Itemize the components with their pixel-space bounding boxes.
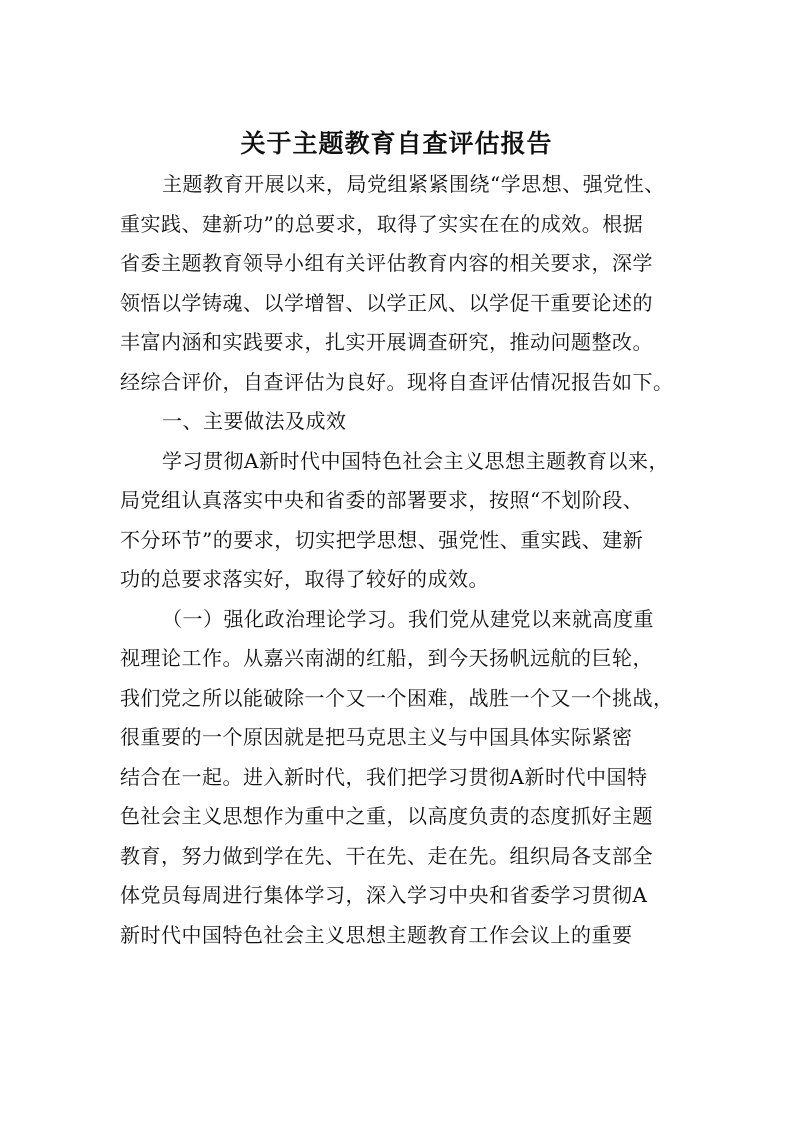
paragraph-line: 教育，努力做到学在先、干在先、走在先。组织局各支部全: [120, 843, 653, 868]
paragraph-line: 学习贯彻A新时代中国特色社会主义思想主题教育以来，: [162, 448, 669, 473]
paragraph-line: 省委主题教育领导小组有关评估教育内容的相关要求，深学: [120, 251, 653, 275]
paragraph-line: 不分环节”的要求，切实把学思想、强党性、重实践、建新: [120, 527, 644, 552]
paragraph-line: 重实践、建新功”的总要求，取得了实实在在的成效。根据: [120, 211, 644, 236]
paragraph-line: 新时代中国特色社会主义思想主题教育工作会议上的重要: [120, 922, 633, 947]
paragraph-line: 局党组认真落实中央和省委的部署要求，按照“不划阶段、: [120, 488, 644, 512]
paragraph-line: 经综合评价，自查评估为良好。现将自查评估情况报告如下。: [120, 369, 674, 394]
paragraph-line: 领悟以学铸魂、以学增智、以学正风、以学促干重要论述的: [120, 290, 653, 315]
paragraph-line: 结合在一起。进入新时代，我们把学习贯彻A新时代中国特: [120, 764, 648, 789]
paragraph-line: 功的总要求落实好，取得了较好的成效。: [120, 567, 489, 591]
paragraph-line: 体党员每周进行集体学习，深入学习中央和省委学习贯彻A: [120, 883, 648, 907]
paragraph-line: 色社会主义思想作为重中之重，以高度负责的态度抓好主题: [120, 804, 653, 828]
paragraph-line: 主题教育开展以来，局党组紧紧围绕“学思想、强党性、: [162, 172, 665, 196]
paragraph-line: 我们党之所以能破除一个又一个困难，战胜一个又一个挑战，: [120, 685, 674, 710]
paragraph-line: 视理论工作。从嘉兴南湖的红船，到今天扬帆远航的巨轮，: [120, 646, 653, 670]
section-heading-line: 一、主要做法及成效: [162, 409, 347, 433]
document-title: 关于主题教育自查评估报告: [240, 129, 553, 158]
document-body: [120, 165, 676, 955]
paragraph-line: 很重要的一个原因就是把马克思主义与中国具体实际紧密: [120, 725, 633, 749]
paragraph-line: （一）强化政治理论学习。我们党从建党以来就高度重: [162, 606, 654, 631]
paragraph-line: 丰富内涵和实践要求，扎实开展调查研究，推动问题整改。: [120, 330, 653, 354]
